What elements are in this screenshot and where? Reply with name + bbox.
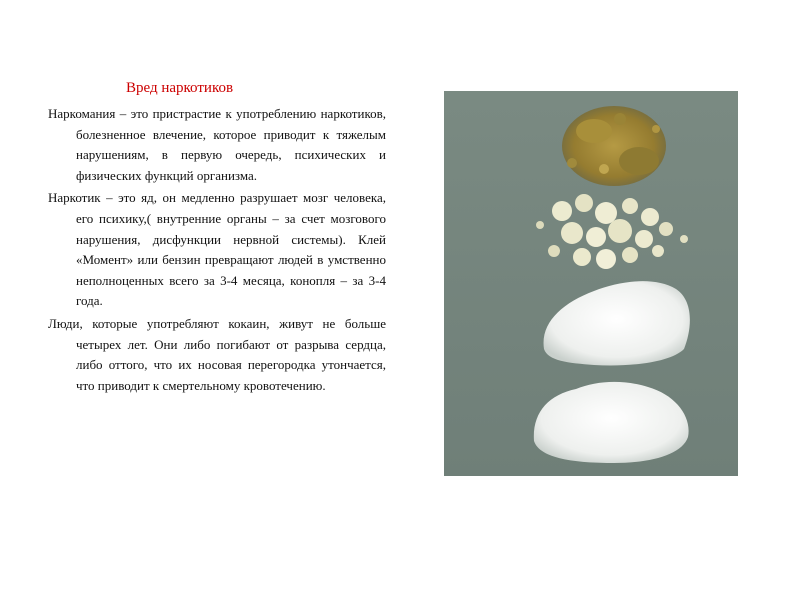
text-block	[48, 104, 386, 398]
drug-samples-illustration	[444, 91, 738, 476]
paragraph-addiction: Наркомания – это пристрастие к употреблению наркотиков, болезненное влечение, которое приводит к тяжелым нарушениям, в первую очередь, психических и физических функций организма.	[48, 106, 386, 183]
paragraph-cocaine: Люди, которые употребляют кокаин, живут не больше четырех лет. Они либо погибают от разрыва сердца, либо оттого, что их носовая перегородка утончается, что приводит к смертельному кровотечению.	[48, 315, 386, 393]
herb-pile	[562, 106, 666, 186]
paragraph-drug-poison: Наркотик – это яд, он медленно разрушает мозг человека, его психику,( внутренние органы – за счет мозгового нарушения, дисфункции нервной системы). Клей «Момент» или бензин превращают людей в умственно неполноценных всего за 3-4 месяца, конопля – за 3-4 года.	[48, 190, 386, 309]
drug-samples-photo	[444, 91, 738, 476]
slide-title: Вред наркотиков	[126, 80, 234, 96]
